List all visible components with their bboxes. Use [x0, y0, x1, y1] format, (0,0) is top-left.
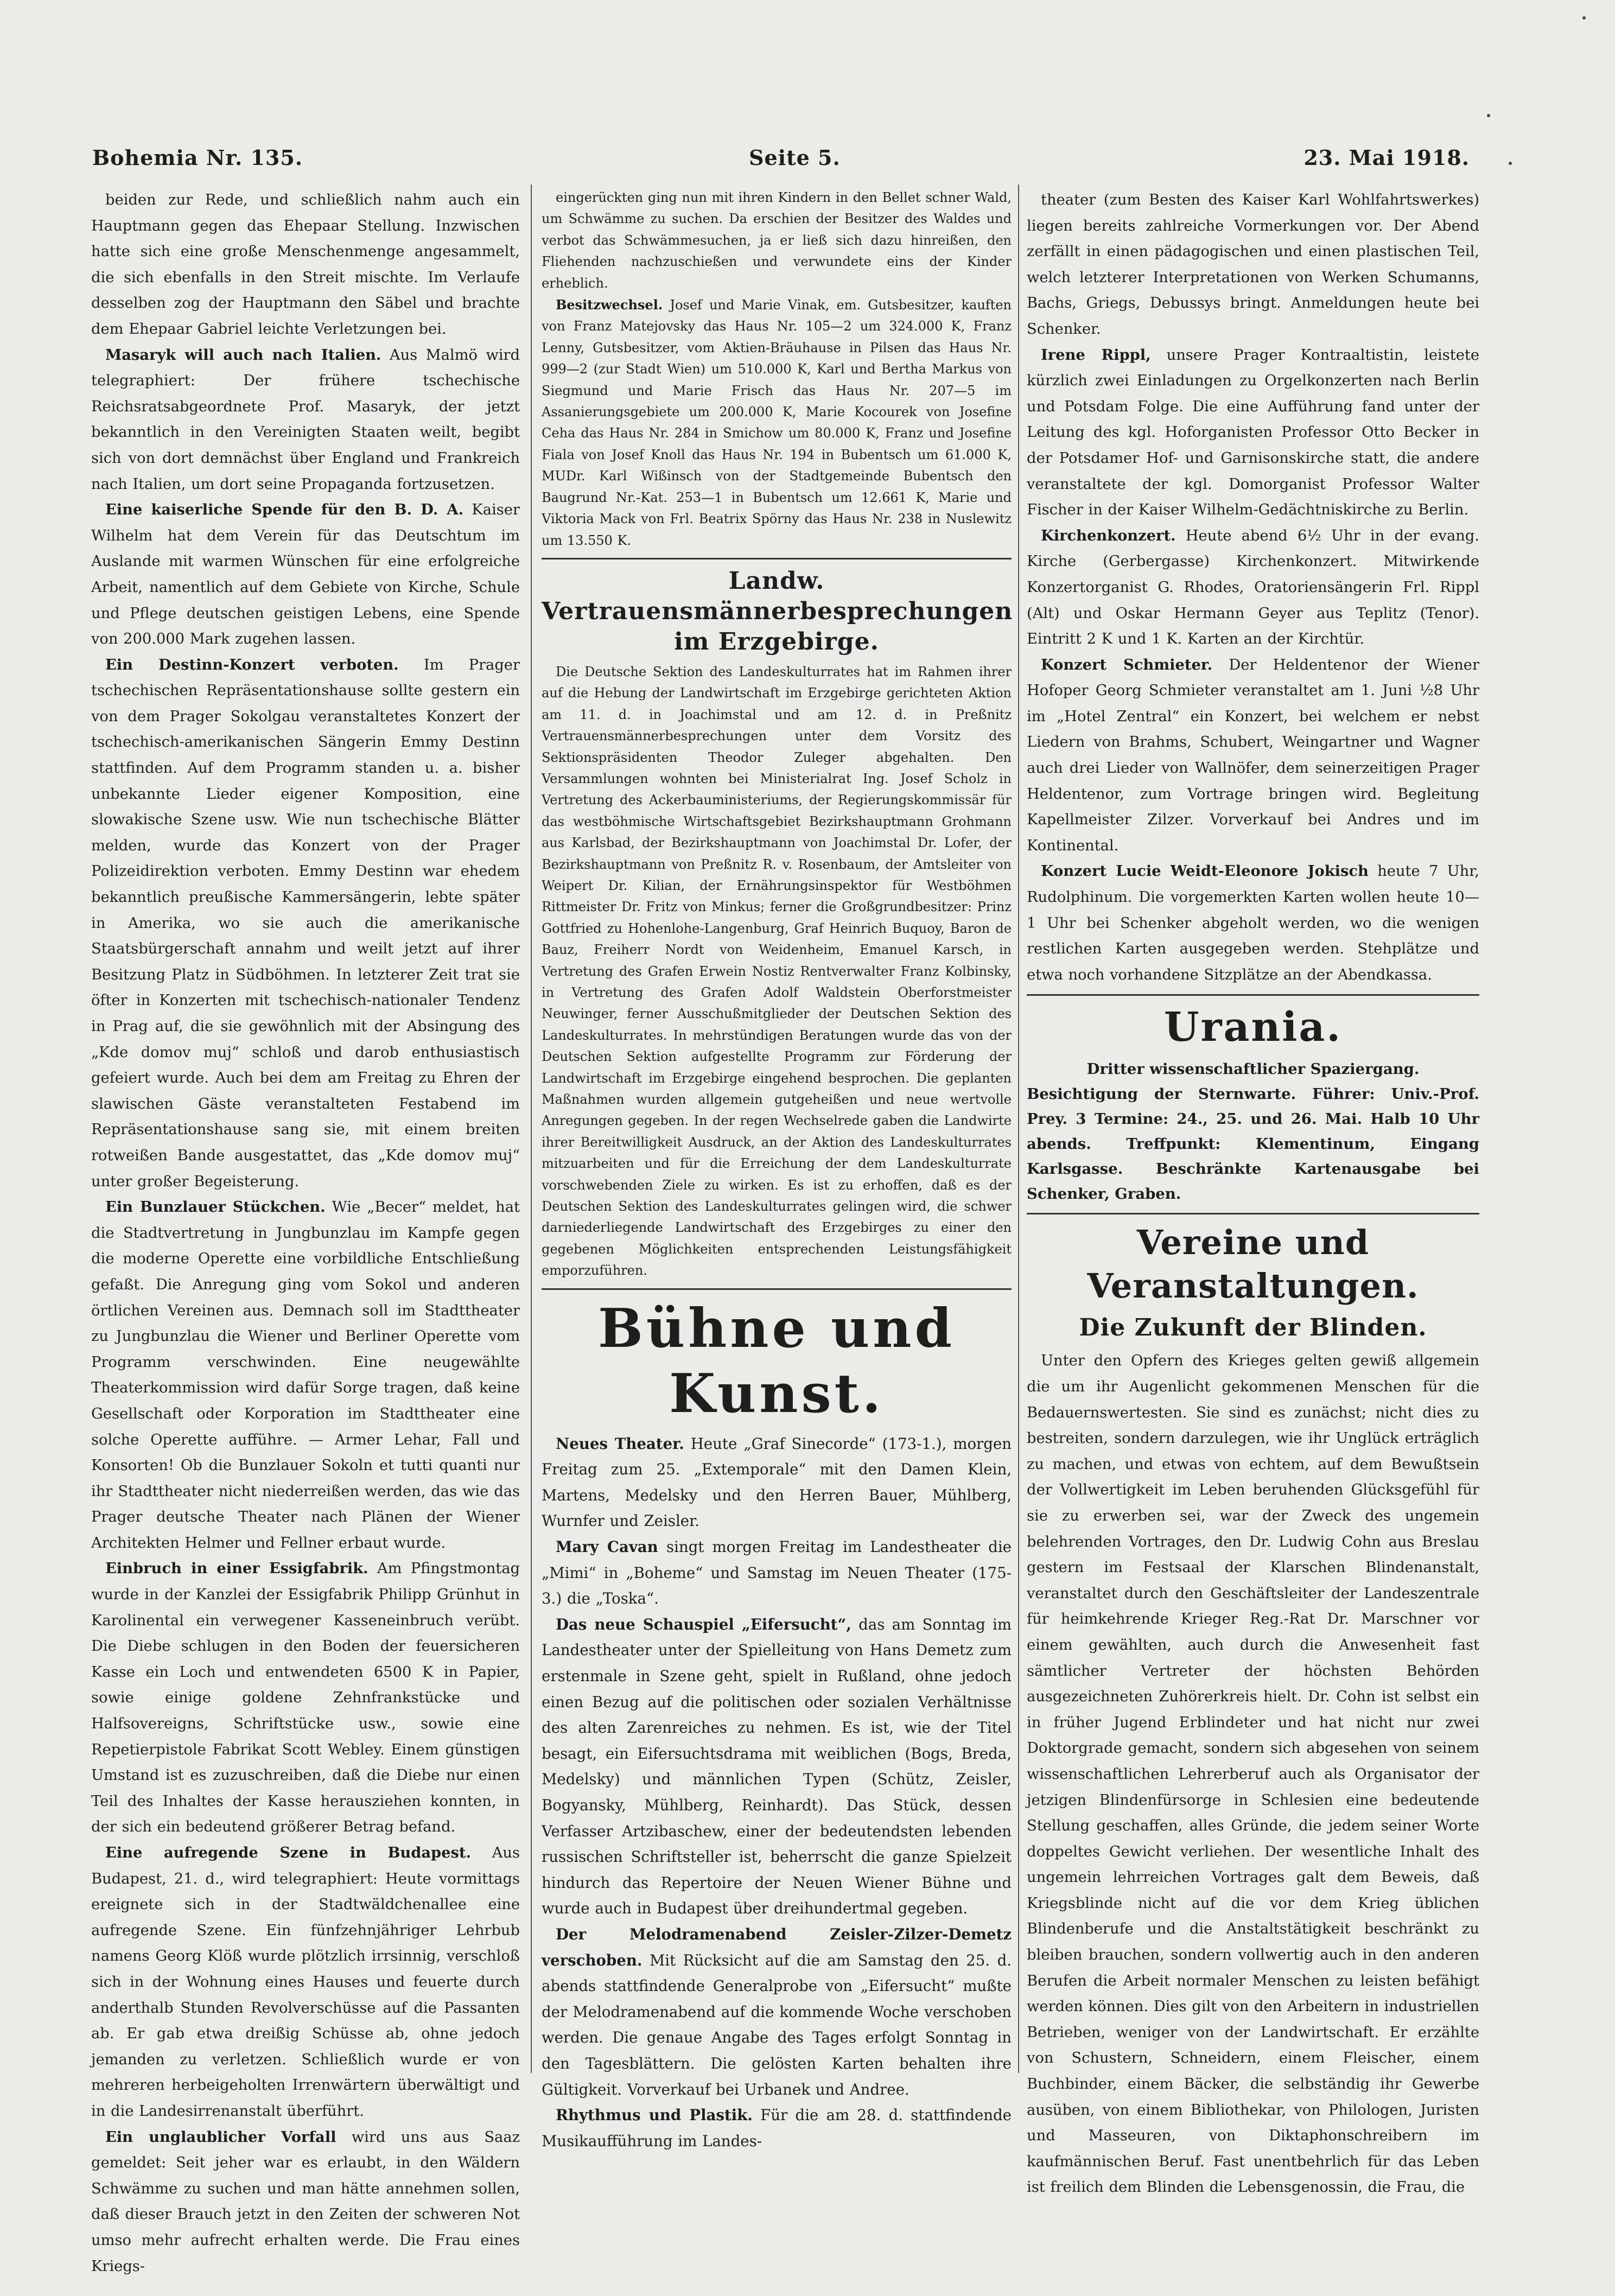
- article-heading: Eine kaiserliche Spende für den B. D. A.: [105, 501, 464, 519]
- urania-subtitle: Dritter wissenschaftlicher Spaziergang.: [1086, 1060, 1420, 1078]
- landwirtschaft-headline: Landw. Vertrauensmännerbesprechungen im Erzgebirge.: [542, 567, 1013, 656]
- column-2-landwirtschaft-article: [542, 662, 1012, 1282]
- article-body: Die Deutsche Sektion des Landeskulturrates hat im Rahmen ihrer auf die Hebung der Landwirtschaft im Erzgebirge gerichteten Aktion am 11. d. in Joachimstal und am 12. d. in Preßnitz Vertrauensmännerbesprechungen unter dem Vorsitz des Sektionspräsidenten Theodor Zuleger abgehalten. Den Versammlungen wohnten bei Ministerialrat Ing. Josef Scholz in Vertretung des Ackerbauministeriums, der Regierungskommissär für das westböhmische Wirtschaftsgebiet Bezirkshauptmann Grohmann aus Karlsbad, der Bezirkshauptmann von Joachimstal Dr. Lofer, der Bezirkshauptmann von Preßnitz R. v. Rosenbaum, der Amtsleiter von Weipert Dr. Kilian, der Ernährungsinspektor für Westböhmen Rittmeister Dr. Fritz von Minkus; ferner die Großgrundbesitzer: Prinz Gottfried zu Hohenlohe-Langenburg, Graf Heinrich Buquoy, Baron de Bauz, Freiherr Nordt von Weidenheim, Emanuel Karsch, in Vertretung des Grafen Erwein Nostiz Rentverwalter Franz Kolbinsky, in Vertretung des Grafen Adolf Waldstein Oberforstmeister Neuwinger, ferner Ausschußmitglieder der Deutschen Sektion des Landeskulturrates. In mehrstündigen Beratungen wurde das von der Deutschen Sektion aufgestellte Programm zur Förderung der Landwirtschaft im Erzgebirge eingehend besprochen. Die geplanten Maßnahmen wurden allgemein gutgeheißen und neue wertvolle Anregungen gegeben. In der regen Wechselrede gaben die Landwirte ihrer Bereitwilligkeit Ausdruck, an der Aktion des Landeskulturrates mitzuarbeiten und für die Erreichung der dem Landeskulturrate vorschwebenden Ziele zu wirken. Es ist zu erhoffen, daß es der Deutschen Sektion des Landeskulturrates gelingen wird, die schwer darniederliegende Landwirtschaft des Erzgebirges zu einer den gegebenen Möglichkeiten entsprechenden Leistungsfähigkeit emporzuführen.: [542, 664, 1012, 1279]
- article-paragraph: [91, 342, 520, 498]
- article-body: Wie „Becer“ meldet, hat die Stadtvertretung in Jungbunzlau im Kampfe gegen die moderne Operette eine vorbildliche Entschließung gefaßt. Die Anregung ging vom Sokol und anderen örtlichen Vereinen aus. Demnach soll im Stadttheater zu Jungbunzlau die Wiener und Berliner Operette vom Programm verschwinden. Eine neugewählte Theaterkommission wird dafür Sorge tragen, daß keine Gesellschaft oder Korporation im Stadttheater eine solche Operette aufführe. — Armer Lehar, Fall und Konsorten! Ob die Bunzlauer Sokoln et tutti quanti nur ihr Stadttheater nicht niederreißen werden, das wie das Prager deutsche Theater nach Plänen der Wiener Architekten Helmer und Fellner erbaut wurde.: [91, 1199, 520, 1551]
- article-paragraph: [542, 1922, 1012, 2102]
- section-rule: [542, 558, 1012, 559]
- section-rule: [1027, 1213, 1479, 1214]
- speck: [1582, 16, 1586, 20]
- article-body: Der Heldentenor der Wiener Hofoper Georg Schmieter veranstaltet am 1. Juni ½8 Uhr im „Hotel Zentral“ ein Konzert, bei welchem er nebst Liedern von Brahms, Schubert, Weingartner und Wagner auch drei Lieder von Wallnöfer, dem seinerzeitigen Prager Heldentenor, zum Vortrage bringen wird. Begleitung Kapellmeister Zilzer. Vorverkauf bei Andres und im Kontinental.: [1027, 656, 1480, 854]
- article-heading: Der Melodramenabend Zeisler-Zilzer-Demetz verschoben.: [542, 1925, 1012, 1969]
- article-body: Im Prager tschechischen Repräsentationshause sollte gestern ein von dem Prager Sokolgau veranstaltetes Konzert der tschechisch-amerikanischen Sängerin Emmy Destinn stattfinden. Auf dem Programm standen u. a. bisher unbekannte Lieder eigener Komposition, eine slowakische Szene usw. Wie nun tschechische Blätter melden, wurde das Konzert von der Prager Polizeidirektion verboten. Emmy Destinn war ehedem bekanntlich preußische Kammersängerin, lebte später in Amerika, wo sie auch die amerikanische Staatsbürgerschaft annahm und weilt jetzt auf ihrer Besitzung Platz in Südböhmen. In letzterer Zeit trat sie öfter in Konzerten mit tschechisch-nationaler Tendenz in Prag auf, die sie gewöhnlich mit der Absingung des „Kde domov muj“ schloß und darob enthusiastisch gefeiert wurde. Auch bei dem am Freitag zu Ehren der slawischen Gäste veranstalteten Festabend im Repräsentationshause sang sie, mit einem breiten rotweißen Bande ausgestattet, das „Kde domov muj“ unter großer Begeisterung.: [91, 656, 520, 1190]
- column-3: [1027, 187, 1480, 2196]
- speck: [1509, 162, 1512, 165]
- article-paragraph: [542, 1612, 1012, 1922]
- column-divider-2: [1018, 185, 1019, 2073]
- article-heading: Ein Destinn-Konzert verboten.: [105, 656, 399, 673]
- article-body: heute 7 Uhr, Rudolphinum. Die vorgemerkten Karten wollen heute 10—1 Uhr bei Schenker abgeholt werden, wo die wenigen restlichen Karten ausgegeben werden. Stehplätze und etwa noch vorhandene Sitzplätze an der Abendkassa.: [1027, 863, 1479, 983]
- article-paragraph: [91, 1840, 520, 2125]
- article-paragraph: [1027, 342, 1479, 523]
- urania-text: Besichtigung der Sternwarte. Führer: Univ.-Prof. Prey. 3 Termine: 24., 25. und 26. Mai. Halb 10 Uhr abends. Treffpunkt: Klementinum, Eingang Karlsgasse. Beschränkte Kartenausgabe bei Schenker, Graben.: [1027, 1085, 1479, 1203]
- issue-date: 23. Mai 1918.: [1304, 145, 1470, 170]
- article-body: singt morgen Freitag im Landestheater die „Mimi“ in „Boheme“ und Samstag im Neuen Theater (175-3.) die „Toska“.: [542, 1538, 1012, 1608]
- article-paragraph: [542, 2102, 1012, 2154]
- article-body: Josef und Marie Vinak, em. Gutsbesitzer, kauften von Franz Matejovsky das Haus Nr. 105—2 um 324.000 K, Franz Lenny, Gutsbesitzer, vom Aktien-Bräuhause in Pilsen das Haus Nr. 999—2 (zur Stadt Wien) um 510.000 K, Karl und Bertha Markus von Siegmund und Marie Frisch das Haus Nr. 207—5 im Assanierungsgebiete um 200.000 K, Marie Kocourek von Josefine Ceha das Haus Nr. 284 in Smichow um 80.000 K, Franz und Josefine Fiala von Josef Knoll das Haus Nr. 194 in Bubentsch um 61.000 K, MUDr. Karl Wißinsch von der Stadtgemeinde Bubentsch den Baugrund Nr.-Kat. 253—1 in Bubentsch um 12.661 K, Marie und Viktoria Mack von Frl. Beatrix Spörny das Haus Nr. 238 in Nuslewitz um 13.550 K.: [542, 297, 1012, 548]
- article-heading: Irene Rippl,: [1041, 346, 1151, 364]
- column-2-theatre-articles: [542, 1431, 1012, 2154]
- article-paragraph: [91, 2125, 520, 2280]
- article-heading: Eine aufregende Szene in Budapest.: [105, 1844, 471, 1861]
- article-paragraph: [91, 1556, 520, 1840]
- article-paragraph: [1027, 187, 1479, 342]
- column-2-top-articles: [542, 187, 1012, 551]
- article-paragraph: [91, 497, 520, 652]
- article-paragraph: [542, 1534, 1012, 1612]
- article-body: Heute abend 6½ Uhr in der evang. Kirche (Gerbergasse) Kirchenkonzert. Mitwirkende Konzertorganist G. Rhodes, Oratoriensängerin Frl. Rippl (Alt) und Oskar Hermann Geyer aus Teplitz (Tenor). Eintritt 2 K und 1 K. Karten an der Kirchtür.: [1027, 527, 1479, 648]
- section-rule: [542, 1288, 1012, 1290]
- article-heading: Ein unglaublicher Vorfall: [105, 2128, 336, 2146]
- article-paragraph: [542, 1431, 1012, 1534]
- article-heading: Masaryk will auch nach Italien.: [105, 346, 382, 364]
- page-number: Seite 5.: [749, 145, 841, 170]
- article-body: Unter den Opfern des Krieges gelten gewiß allgemein die um ihr Augenlicht gekommenen Menschen für die Bedauernswertesten. Sie sind es zunächst; nicht dies zu bestreiten, sondern darzulegen, wie ihr Unglück erträglich zu machen, und etwas von echtem, auf dem Bewußtsein der Vollwertigkeit im Leben beruhenden Glücksgefühl für sie zu erwerben sei, war der Zweck des ungemein belehrenden Vortrages, den Dr. Ludwig Cohn aus Breslau gestern im Festsaal der Klarschen Blindenanstalt, veranstaltet durch den Geschäftsleiter der Landeszentrale für heimkehrende Krieger Reg.-Rat Dr. Marschner vor einem gewählten, auch durch die Anwesenheit fast sämtlicher Vertreter der höchsten Behörden ausgezeichneten Zuhörerkreis hielt. Dr. Cohn ist selbst ein in früher Jugend Erblindeter und hat nicht nur zwei Doktorgrade gemacht, sondern sich abgesehen von seinem wissenschaftlichen Lehrerberuf auch als Organisator der jetzigen Blindenfürsorge in Schlesien eine bedeutende Stellung geschaffen, alles Gründe, die jedem seiner Worte doppeltes Gewicht verliehen. Der wesentliche Inhalt des ungemein lehrreichen Vortrages galt dem Beweis, daß Kriegsblinde nicht auf die vor dem Krieg üblichen Blindenberufe und die Anstaltstätigkeit beschränkt zu bleiben brauchen, sondern vollwertig auch in den anderen Berufen die Arbeit normaler Menschen zu leisten befähigt werden können. Dies gilt von den Arbeitern in industriellen Betrieben, weniger von der Landwirtschaft. Er erzählte von Schustern, Schneidern, einem Fleischer, einem Buchbinder, einem Bäcker, die selbständig ihr Gewerbe ausüben, von einem Bibliothekar, von Philologen, Juristen und Masseuren, von Diktaphonschreibern im kaufmännischen Beruf. Fast unentbehrlich für das Leben ist freilich dem Blinden die Lebensgenossin, die Frau, die: [1027, 1352, 1479, 2196]
- article-heading: Konzert Lucie Weidt-Eleonore Jokisch: [1041, 862, 1369, 880]
- article-heading: Einbruch in einer Essigfabrik.: [105, 1560, 368, 1578]
- article-body: eingerückten ging nun mit ihren Kindern in den Bellet schner Wald, um Schwämme zu suchen. Da erschien der Besitzer des Waldes und verbot das Schwämmesuchen, ja er ließ sich dazu hinreißen, den Fliehenden nachzuschießen und verwundete eins der Kinder erheblich.: [542, 190, 1012, 291]
- column-divider-1: [531, 185, 532, 2073]
- article-heading: Kirchenkonzert.: [1041, 526, 1176, 544]
- article-paragraph: [91, 652, 520, 1194]
- article-heading: Ein Bunzlauer Stückchen.: [105, 1198, 326, 1216]
- article-paragraph: [91, 187, 520, 342]
- page-header: [0, 145, 1615, 178]
- column-1-articles: [91, 187, 520, 2279]
- article-body: theater (zum Besten des Kaiser Karl Wohlfahrtswerkes) liegen bereits zahlreiche Vormerkungen vor. Der Abend zerfällt in einen pädagogischen und einen plastischen Teil, welch letzterer Interpretationen von Werken Schumanns, Bachs, Griegs, Debussys bringt. Anmeldungen heute bei Schenker.: [1027, 192, 1479, 338]
- article-body: das am Sonntag im Landestheater unter der Spielleitung von Hans Demetz zum erstenmale in Szene geht, spielt in Rußland, ohne jedoch einen Bezug auf die politischen oder sozialen Verhältnisse des alten Zarenreiches zu nehmen. Es ist, wie der Titel besagt, ein Eifersuchtsdrama mit weiblichen (Bogs, Breda, Medelsky) und männlichen Typen (Schütz, Zeisler, Bogyansky, Mühlberg, Reinhardt). Das Stück, dessen Verfasser Artzibaschew, einer der bedeutendsten lebenden russischen Schriftsteller ist, beherrscht die ganze Spielzeit hindurch das Repertoire der Neuen Wiener Bühne und wurde auch in Budapest über dreihundertmal gegeben.: [542, 1615, 1012, 1918]
- article-heading: Das neue Schauspiel „Eifersucht“,: [556, 1615, 851, 1633]
- article-body: Aus Budapest, 21. d., wird telegraphiert: Heute vormittags ereignete sich in der Stadtwäldchenallee eine aufregende Szene. Ein fünfzehnjähriger Lehrbub namens Georg Klöß wurde plötzlich irrsinnig, verschloß sich in der Wohnung eines Hauses und feuerte durch anderthalb Stunden Revolverschüsse auf die Passanten ab. Er gab etwa dreißig Schüsse ab, ohne jedoch jemanden zu verletzen. Schließlich wurde er von mehreren herbeigeholten Irrenwärtern überwältigt und in die Landesirrenanstalt überführt.: [91, 1845, 520, 2120]
- article-body: beiden zur Rede, und schließlich nahm auch ein Hauptmann gegen das Ehepaar Stellung. Inzwischen hatte sich eine große Menschenmenge angesammelt, die sich ebenfalls in den Streit mischte. Im Verlaufe desselben zog der Hauptmann den Säbel und brachte dem Ehepaar Gabriel leichte Verletzungen bei.: [91, 192, 520, 338]
- article-paragraph: [1027, 523, 1479, 652]
- article-heading: Mary Cavan: [556, 1538, 658, 1556]
- section-rule: [1027, 994, 1479, 996]
- article-paragraph: [542, 187, 1012, 294]
- article-paragraph: [1027, 1348, 1479, 2200]
- urania-headline: Urania.: [1163, 1004, 1343, 1051]
- speck: [1487, 114, 1490, 117]
- article-heading: Konzert Schmieter.: [1041, 656, 1213, 673]
- article-body: unsere Prager Kontraaltistin, leistete kürzlich zwei Einladungen zu Orgelkonzerten nach Berlin und Potsdam Folge. Die eine Aufführung fand unter der Leitung des kgl. Hoforganisten Professor Otto Becker in der Potsdamer Hof- und Garnisonskirche statt, die andere veranstaltete der kgl. Domorganist Professor Walter Fischer in der Kaiser Wilhelm-Gedächtniskirche zu Berlin.: [1027, 346, 1479, 519]
- column-3-concert-articles: [1027, 187, 1479, 988]
- article-paragraph: [1027, 652, 1479, 859]
- article-body: Für die am 28. d. stattfindende Musikaufführung im Landes-: [542, 2106, 1012, 2150]
- article-paragraph: [1027, 858, 1479, 988]
- article-body: Am Pfingstmontag wurde in der Kanzlei der Essigfabrik Philipp Grünhut in Karolinental ein verwegener Kasseneinbruch verübt. Die Diebe schlugen in den Boden der feuersicheren Kasse ein Loch und entwendeten 6500 K in Papier, sowie einige goldene Zehnfrankstücke und Halfsovereigns, Schriftstücke usw., sowie eine Repetierpistole Fabrikat Scott Webley. Einem günstigen Umstand ist es zuzuschreiben, daß die Diebe nur einen Teil des Inhaltes der Kasse herausziehen konnten, in der sich ein bedeutend größerer Betrag befand.: [91, 1560, 520, 1836]
- vereine-headline: Vereine und Veranstaltungen.: [1087, 1223, 1419, 1306]
- article-heading: Neues Theater.: [556, 1434, 684, 1453]
- article-body: wird uns aus Saaz gemeldet: Seit jeher war es erlaubt, in den Wäldern Schwämme zu suchen und man hätte annehmen sollen, daß dieser Brauch jetzt in den Zeiten der schweren Not umso mehr aufrecht erhalten werde. Die Frau eines Kriegs-: [91, 2128, 520, 2275]
- blinden-subheadline: Die Zukunft der Blinden.: [1079, 1314, 1427, 1342]
- article-heading: Rhythmus und Plastik.: [556, 2106, 753, 2125]
- article-body: Mit Rücksicht auf die am Samstag den 25. d. abends stattfindende Generalprobe von „Eifersucht“ mußte der Melodramenabend auf die kommende Woche verschoben werden. Die genaue Angabe des Tages erfolgt Sonntag in den Tagesblättern. Die gelösten Karten behalten ihre Gültigkeit. Vorverkauf bei Urbanek und Andree.: [542, 1951, 1012, 2098]
- column-2: [542, 187, 1013, 2150]
- article-paragraph: [91, 1194, 520, 1556]
- article-paragraph: [542, 294, 1012, 551]
- buehne-und-kunst-headline: Bühne und Kunst.: [597, 1297, 956, 1425]
- article-paragraph: [542, 662, 1012, 1282]
- column-1: [91, 187, 520, 2275]
- issue-number: Bohemia Nr. 135.: [92, 145, 303, 170]
- article-heading: Besitzwechsel.: [556, 297, 663, 313]
- column-3-blinden-article: [1027, 1348, 1479, 2200]
- article-body: Heute „Graf Sinecorde“ (173-1.), morgen Freitag zum 25. „Extemporale“ mit den Damen Klein, Martens, Medelsky und den Herren Bauer, Mühlberg, Wurnfer und Zeisler.: [542, 1434, 1012, 1530]
- article-body: Aus Malmö wird telegraphiert: Der frühere tschechische Reichsratsabgeordnete Prof. Masaryk, der jetzt bekanntlich in den Vereinigten Staaten weilt, begibt sich von dort demnächst über England und Frankreich nach Italien, um dort seine Propaganda fortzusetzen.: [91, 346, 520, 493]
- article-body: Kaiser Wilhelm hat dem Verein für das Deutschtum im Auslande mit warmen Wünschen für eine erfolgreiche Arbeit, namentlich auf dem Gebiete von Kirche, Schule und Pflege deutschen geistigen Lebens, eine Spende von 200.000 Mark zugehen lassen.: [91, 501, 520, 648]
